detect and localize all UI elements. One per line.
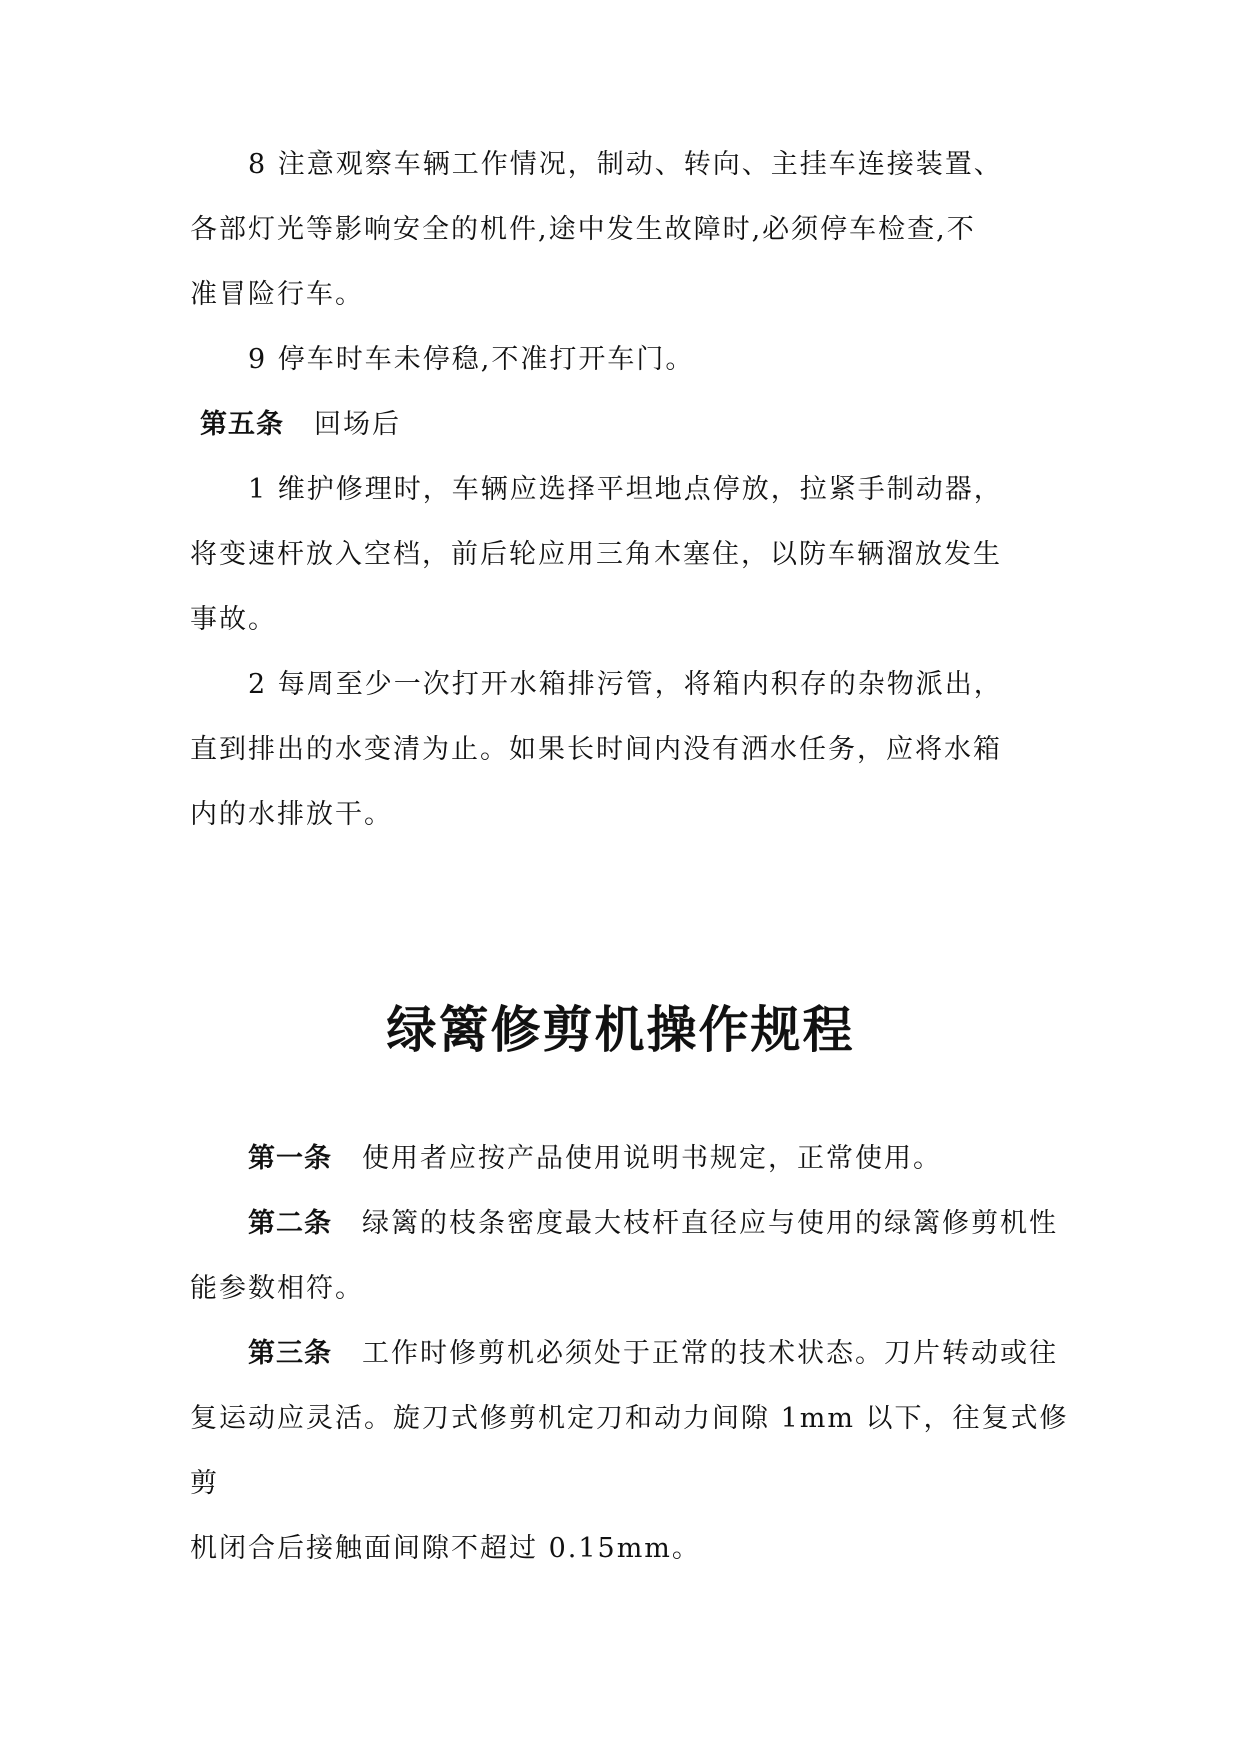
paragraph-2-line-3: 内的水排放干。 <box>190 799 393 830</box>
article-2-line-1 <box>190 1191 1070 1256</box>
paragraph-1-line-2: 将变速杆放入空档，前后轮应用三角木塞住，以防车辆溜放发生 <box>190 539 1002 570</box>
article-3-text-line-1: 工作时修剪机必须处于正常的技术状态。刀片转动或往 <box>362 1338 1058 1369</box>
article-5-title: 回场后 <box>314 409 401 440</box>
article-2-text-line-1: 绿篱的枝条密度最大枝杆直径应与使用的绿篱修剪机性 <box>362 1208 1058 1239</box>
article-2-label: 第二条 <box>248 1208 332 1239</box>
article-2-line-2: 能参数相符。 <box>190 1273 364 1304</box>
article-5-label: 第五条 <box>200 409 284 440</box>
paragraph-1-line-3: 事故。 <box>190 604 277 635</box>
paragraph-2-line-2: 直到排出的水变清为止。如果长时间内没有洒水任务，应将水箱 <box>190 734 1002 765</box>
paragraph-8-line-1: 8 注意观察车辆工作情况，制动、转向、主挂车连接装置、 <box>248 149 1003 180</box>
paragraph-8-line-2: 各部灯光等影响安全的机件,途中发生故障时,必须停车检查,不 <box>190 214 976 245</box>
article-5-heading <box>190 392 1070 457</box>
paragraph-2-line-1: 2 每周至少一次打开水箱排污管，将箱内积存的杂物派出， <box>248 669 1003 700</box>
article-3-line-2: 复运动应灵活。旋刀式修剪机定刀和动力间隙 1mm 以下，往复式修剪 <box>190 1403 1069 1499</box>
article-3-line-1 <box>190 1321 1070 1386</box>
article-1 <box>190 1126 1070 1191</box>
article-1-text: 使用者应按产品使用说明书规定，正常使用。 <box>362 1143 942 1174</box>
previous-section <box>190 132 1070 847</box>
paragraph-9: 9 停车时车未停稳,不准打开车门。 <box>248 344 695 375</box>
hedge-trimmer-section <box>190 1126 1070 1581</box>
article-3-line-3: 机闭合后接触面间隙不超过 0.15mm。 <box>190 1533 701 1564</box>
document-title: 绿篱修剪机操作规程 <box>386 1001 855 1059</box>
article-3-label: 第三条 <box>248 1338 332 1369</box>
paragraph-1-line-1: 1 维护修理时，车辆应选择平坦地点停放，拉紧手制动器， <box>248 474 1003 505</box>
paragraph-8-line-3: 准冒险行车。 <box>190 279 364 310</box>
article-1-label: 第一条 <box>248 1143 332 1174</box>
